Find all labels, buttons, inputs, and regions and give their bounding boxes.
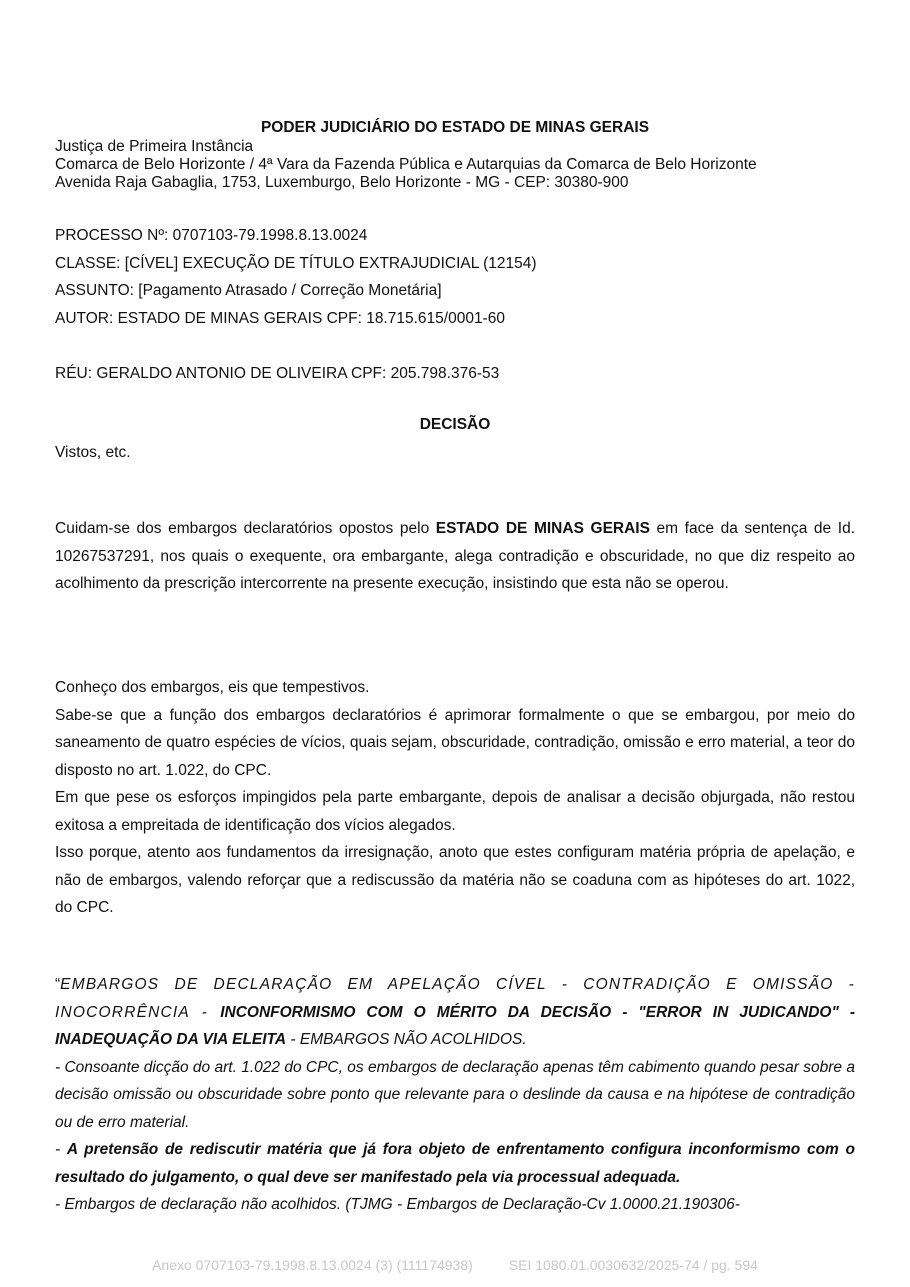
paragraph-embargos-summary <box>55 515 855 598</box>
p1-party-bold: ESTADO DE MINAS GERAIS <box>435 520 650 537</box>
decision-opening: Vistos, etc. <box>55 444 131 461</box>
quote-citation-line: - Embargos de declaração não acolhidos. (TJMG - Embargos de Declaração-Cv 1.0000.21.190306- <box>55 1196 740 1213</box>
case-plaintiff: AUTOR: ESTADO DE MINAS GERAIS CPF: 18.715.615/0001-60 <box>55 310 505 327</box>
paragraph-esforcos: Em que pese os esforços impingidos pela parte embargante, depois de analisar a decisão objurgada, não restou exitosa a empreitada de identificação dos vícios alegados. <box>55 789 855 834</box>
paragraph-tempestivos: Conheço dos embargos, eis que tempestivos. <box>55 679 370 696</box>
quote-pretensao-bold: A pretensão de rediscutir matéria que já fora objeto de enfrentamento configura inconformismo com o resultado do julgamento, o qual deve ser manifestado pela via processual adequada. <box>55 1141 855 1186</box>
case-subject: ASSUNTO: [Pagamento Atrasado / Correção Monetária] <box>55 282 442 299</box>
instance-line: Justiça de Primeira Instância <box>55 138 254 155</box>
page-footer <box>0 1257 910 1273</box>
quote-ementa-end: - EMBARGOS NÃO ACOLHIDOS. <box>286 1031 527 1048</box>
paragraph-irresignacao: Isso porque, atento aos fundamentos da irresignação, anoto que estes configuram matéria própria de apelação, e não de embargos, valendo reforçar que a rediscussão da matéria não se coaduna com as hipóteses do art. 1022, do CPC. <box>55 844 855 916</box>
case-number: PROCESSO Nº: 0707103-79.1998.8.13.0024 <box>55 227 368 244</box>
p1-text-end: em face da sentença de Id. 10267537291, nos quais o exequente, ora embargante, alega contradição e obscuridade, no que diz respeito ao acolhimento da prescrição intercorrente na presente execução, insistindo que esta não se operou. <box>55 520 856 592</box>
court-title: PODER JUDICIÁRIO DO ESTADO DE MINAS GERAIS <box>260 119 650 136</box>
jurisprudence-quote <box>55 971 855 1219</box>
footer-sei: SEI 1080.01.0030632/2025-74 / pg. 594 <box>508 1257 758 1273</box>
quote-cpc-item: - Consoante dicção do art. 1.022 do CPC, os embargos de declaração apenas têm cabimento quando pesar sobre a decisão omissão ou obscuridade sobre ponto que relevante para o deslinde da causa e na hipótese de contradição ou de erro material. <box>55 1058 855 1131</box>
p1-text-start: Cuidam-se dos embargos declaratórios opostos pelo <box>55 520 436 537</box>
case-class: CLASSE: [CÍVEL] EXECUÇÃO DE TÍTULO EXTRAJUDICIAL (12154) <box>55 255 537 272</box>
case-defendant: RÉU: GERALDO ANTONIO DE OLIVEIRA CPF: 205.798.376-53 <box>55 365 500 382</box>
quote-ementa <box>55 971 855 1054</box>
quote-ementa-bold: INCONFORMISMO COM O MÉRITO DA DECISÃO - "ERROR IN JUDICANDO" - INADEQUAÇÃO DA VIA ELEITA <box>55 1003 855 1048</box>
address-line: Avenida Raja Gabaglia, 1753, Luxemburgo, Belo Horizonte - MG - CEP: 30380-900 <box>55 174 629 191</box>
quote-open-mark: “ <box>55 976 61 993</box>
decision-heading: DECISÃO <box>419 416 491 433</box>
comarca-line: Comarca de Belo Horizonte / 4ª Vara da Fazenda Pública e Autarquias da Comarca de Belo Horizonte <box>55 156 757 173</box>
footer-annex: Anexo 0707103-79.1998.8.13.0024 (3) (111174938) <box>152 1257 473 1273</box>
quote-pretensao-item <box>55 1136 855 1191</box>
quote-ementa-start: EMBARGOS DE DECLARAÇÃO EM APELAÇÃO CÍVEL - CONTRADIÇÃO E OMISSÃO - INOCORRÊNCIA - <box>55 976 855 1021</box>
decision-body <box>55 674 855 922</box>
quote-dash: - <box>55 1141 67 1158</box>
paragraph-funcao-embargos: Sabe-se que a função dos embargos declaratórios é aprimorar formalmente o que se embargou, por meio do saneamento de quatro espécies de vícios, quais sejam, obscuridade, contradição, omissão e erro material, a teor do disposto no art. 1.022, do CPC. <box>55 706 855 779</box>
